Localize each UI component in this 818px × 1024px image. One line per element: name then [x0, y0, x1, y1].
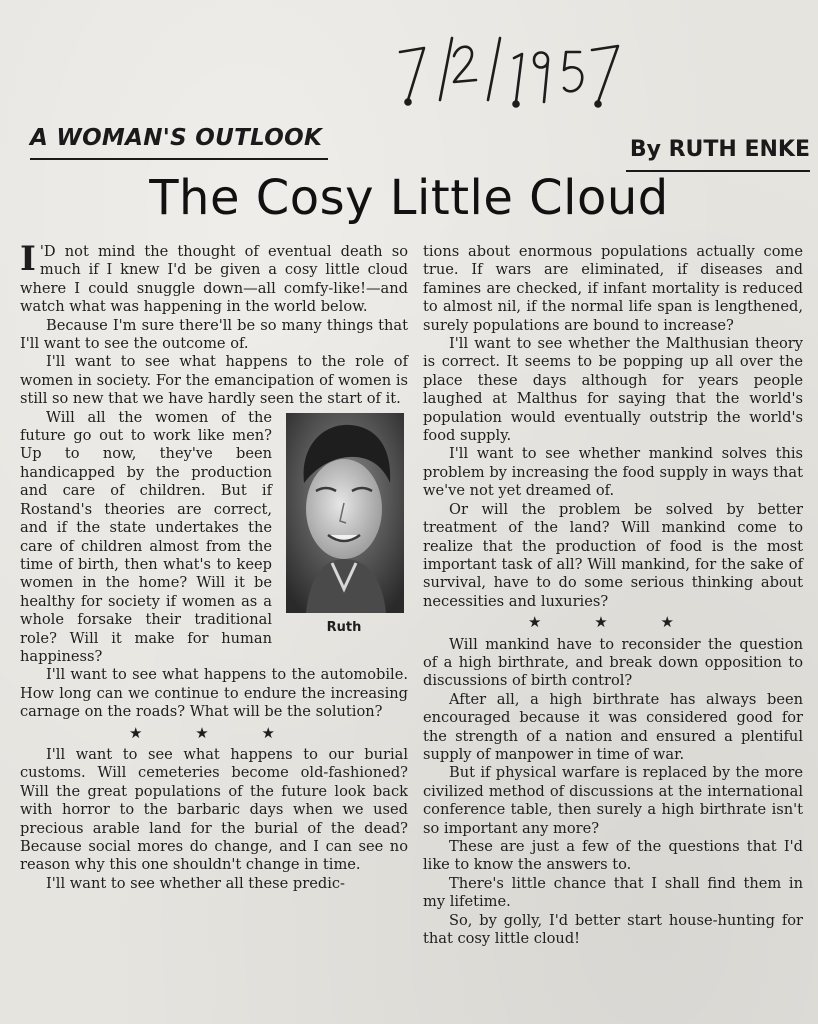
- drop-cap: I: [20, 239, 36, 279]
- byline: By RUTH ENKE: [629, 137, 810, 162]
- paragraph: tions about enormous populations actually come true. If wars are eliminated, if diseases and famines are checked, if infant mortality is reduced to almost nil, if the normal life span is lengthened, surely populations are bound to increase?: [423, 243, 803, 334]
- paragraph: Because I'm sure there'll be so many things that I'll want to see the outcome of.: [20, 316, 408, 353]
- paragraph-text: 'D not mind the thought of eventual death so much if I knew I'd be given a cosy little cloud where I could snuggle down—all comfy-like!—and watch what was happening in the world below.: [20, 243, 408, 316]
- paragraph: I'll want to see whether mankind solves this problem by increasing the food supply in ways that we've not yet dreamed of.: [423, 445, 803, 500]
- photo-box: [280, 413, 408, 637]
- headline: The Cosy Little Cloud: [149, 170, 669, 226]
- column-label: A WOMAN'S OUTLOOK: [30, 125, 323, 151]
- paragraph: After all, a high birthrate has always been encouraged because it was considered good for the strength of a nation and ensured a plentiful supply of manpower in time of war.: [423, 690, 803, 763]
- column-label-underline: [30, 158, 328, 160]
- article-column-right: [423, 243, 803, 948]
- portrait-photo: [286, 413, 404, 613]
- handwritten-date: [388, 30, 628, 110]
- paragraph: But if physical warfare is replaced by the more civilized method of discussions at the international conference table, then surely a high birthrate isn't so important any more?: [423, 764, 803, 837]
- photo-caption: Ruth: [326, 619, 362, 635]
- paragraph: I'll want to see what happens to our burial customs. Will cemeteries become old-fashioned? Will the great populations of the future look back with horror to the barbaric days when we used precious arable land for the burial of the dead? Because social mores do change, and I can see no reason why this one shouldn't change in time.: [20, 745, 408, 874]
- paragraph: I'll want to see what happens to the automobile. How long can we continue to endure the increasing carnage on the roads? What will be the solution?: [20, 666, 408, 721]
- section-divider-stars: ★ ★ ★: [129, 723, 299, 742]
- paragraph: Will all the women of the future go out to work like men? Up to now, they've been handicapped by the production and care of children. But if Rostand's theories are correct, and if the state undertakes the care of children almost from the time of birth, then what's to keep women in the home? Will it be healthy for society if women as a whole forsake their traditional role? Will it make for human happiness?: [20, 408, 272, 665]
- paragraph: Or will the problem be solved by better treatment of the land? Will mankind come to realize that the production of food is the most important task of all? Will mankind, for the sake of survival, have to do some serious thinking about necessities and luxuries?: [423, 500, 803, 610]
- portrait-image: [286, 413, 404, 613]
- paragraph: Will mankind have to reconsider the question of a high birthrate, and break down opposition to discussions of birth control?: [423, 635, 803, 690]
- article-column-left: [20, 239, 408, 893]
- paragraph: I'll want to see whether all these predic-: [46, 874, 345, 892]
- paragraph: [20, 239, 408, 317]
- paragraph: I'll want to see whether the Malthusian theory is correct. It seems to be popping up all over the place these days although for years people laughed at Malthus for saying that the world's population would eventually outstrip the world's food supply.: [423, 335, 803, 445]
- section-divider-stars: ★ ★ ★: [528, 613, 698, 632]
- paragraph: There's little chance that I shall find them in my lifetime.: [423, 874, 803, 911]
- paragraph: I'll want to see what happens to the role of women in society. For the emancipation of women is still so new that we have hardly seen the start of it.: [20, 353, 408, 408]
- paragraph: These are just a few of the questions that I'd like to know the answers to.: [423, 838, 803, 874]
- paragraph: So, by golly, I'd better start house-hunting for that cosy little cloud!: [423, 911, 803, 948]
